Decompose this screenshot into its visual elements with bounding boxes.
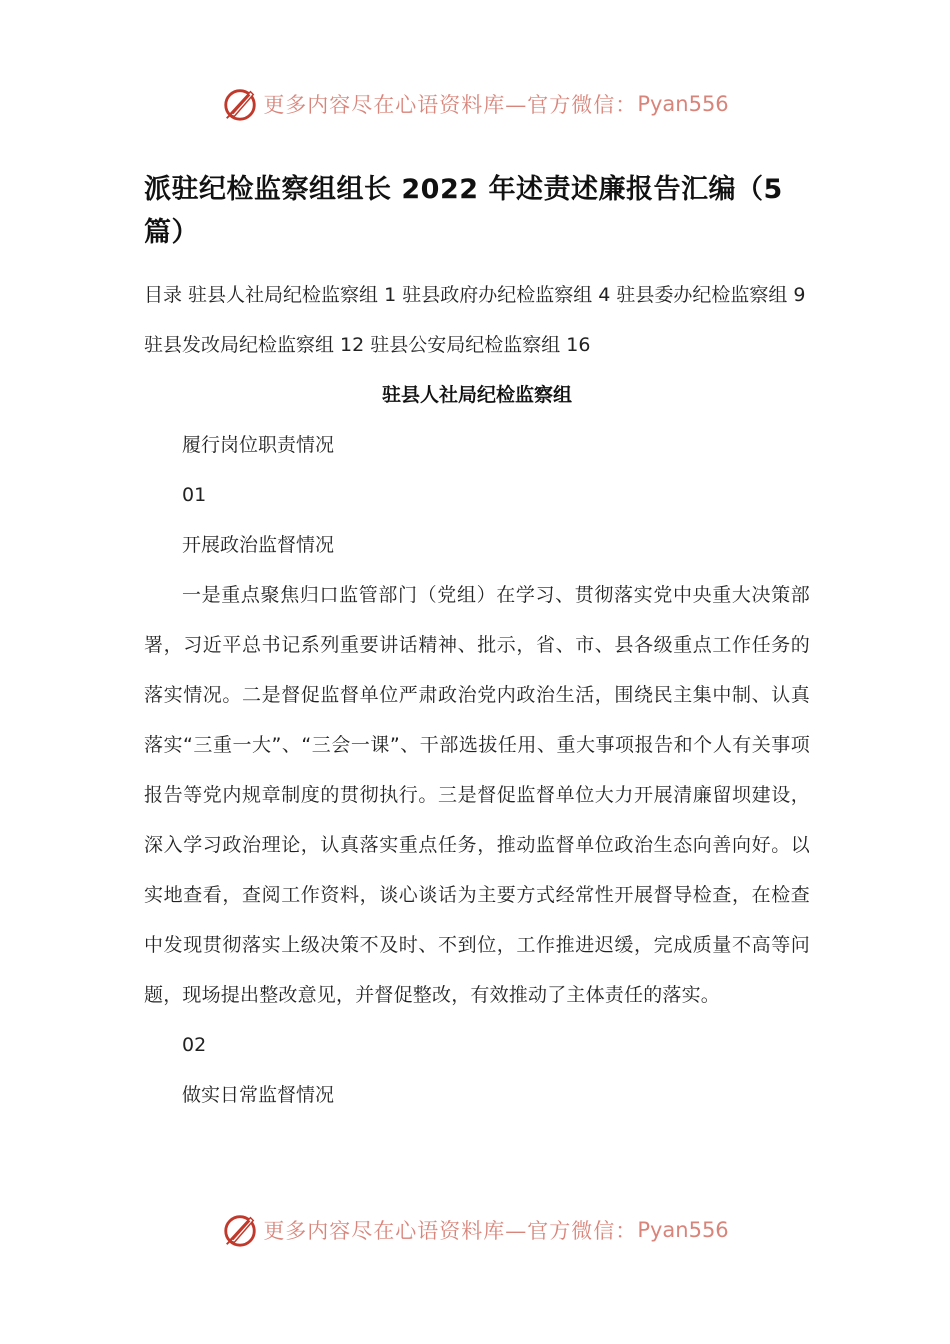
- item-title-daily-supervision: 做实日常监督情况: [182, 1084, 335, 1106]
- quill-pen-logo-icon: [221, 85, 259, 123]
- header-banner: [0, 82, 950, 126]
- footer-wechat-id: Pyan556: [637, 1218, 729, 1242]
- document-title: 派驻纪检监察组组长 2022 年述责述廉报告汇编（5篇）: [144, 174, 783, 248]
- table-of-contents: 目录 驻县人社局纪检监察组 1 驻县政府办纪检监察组 4 驻县委办纪检监察组 9 驻县发改局纪检监察组 12 驻县公安局纪检监察组 16: [144, 284, 806, 356]
- item-number-02: 02: [182, 1034, 207, 1056]
- header-wechat-id: Pyan556: [637, 92, 729, 116]
- footer-banner: [0, 1208, 950, 1252]
- quill-pen-logo-icon: [221, 1211, 259, 1249]
- section-heading: 驻县人社局纪检监察组: [381, 384, 572, 406]
- header-banner-text: 更多内容尽在心语资料库—官方微信：: [263, 93, 638, 117]
- footer-banner-text: 更多内容尽在心语资料库—官方微信：: [263, 1219, 638, 1243]
- document-body: [144, 168, 810, 1120]
- item-body-political-supervision: 一是重点聚焦归口监管部门（党组）在学习、贯彻落实党中央重大决策部署，习近平总书记系列重要讲话精神、批示，省、市、县各级重点工作任务的落实情况。二是督促监督单位严肃政治党内政治生活，围绕民主集中制、认真落实“三重一大”、“三会一课”、干部选拔任用、重大事项报告和个人有关事项报告等党内规章制度的贯彻执行。三是督促监督单位大力开展清廉留坝建设，深入学习政治理论，认真落实重点任务，推动监督单位政治生态向善向好。以实地查看，查阅工作资料，谈心谈话为主要方式经常性开展督导检查，在检查中发现贯彻落实上级决策不及时、不到位，工作推进迟缓，完成质量不高等问题，现场提出整改意见，并督促整改，有效推动了主体责任的落实。: [144, 584, 810, 1006]
- subheading-duties: 履行岗位职责情况: [182, 434, 335, 456]
- item-title-political-supervision: 开展政治监督情况: [182, 534, 335, 556]
- item-number-01: 01: [182, 484, 207, 506]
